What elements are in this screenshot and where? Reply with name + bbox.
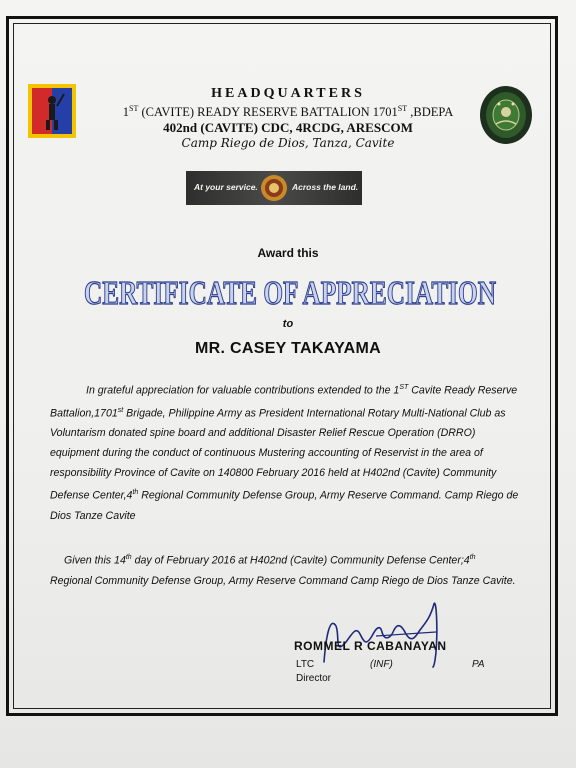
to-label: to — [282, 318, 294, 330]
given-paragraph: Given this 14th day of February 2016 at H402nd (Cavite) Community Defense Center;4th Regional Community Defense Group, Army Reserve Command Camp Riego de Dios Tanze Cavite. — [50, 554, 516, 587]
cdc-line: 402nd (CAVITE) CDC, 4RCDG, ARESCOM — [163, 120, 413, 135]
camp-location: Camp Riego de Dios, Tanza, Cavite — [181, 136, 395, 150]
certificate-title — [70, 264, 510, 316]
certificate-title-text: CERTIFICATE OF APPRECIATION — [84, 275, 497, 312]
signatory-name: ROMMEL R CABANAYAN — [294, 639, 447, 653]
headquarters-heading: HEADQUARTERS — [211, 86, 365, 101]
motto-banner — [186, 171, 362, 205]
recipient-name: MR. CASEY TAKAYAMA — [195, 340, 381, 357]
appreciation-paragraph: In grateful appreciation for valuable contributions extended to the 1ST Cavite Ready Reserve Battalion,1701st Brigade, Philippine Army as President International Rotary Multi-National Club as Voluntarism donated spine board and additional Disaster Relief Rescue Operation (DRRO) equipment during the conduct of continuous Mustering accounting of Reservist in the area of responsibility Province of Cavite on 140800 February 2016 held at H402nd (Cavite) Community Defense Center,4th Regional Community Defense Group, Army Reserve Command. Camp Riego de Dios Tanze Cavite — [50, 384, 519, 522]
banner-right-text: Across the land. — [292, 182, 359, 192]
army-emblem-icon — [260, 174, 288, 202]
signatory-title: Director — [296, 673, 332, 684]
signatory-service: PA — [472, 659, 485, 670]
signatory-branch: (INF) — [370, 659, 393, 670]
award-label: Award this — [257, 246, 319, 260]
handwritten-signature — [316, 596, 476, 668]
banner-left-text: At your service. — [194, 182, 258, 192]
battalion-line: 1ST (CAVITE) READY RESERVE BATTALION 1701ST ,BDEPA — [122, 104, 454, 120]
signatory-rank: LTC — [296, 659, 315, 670]
